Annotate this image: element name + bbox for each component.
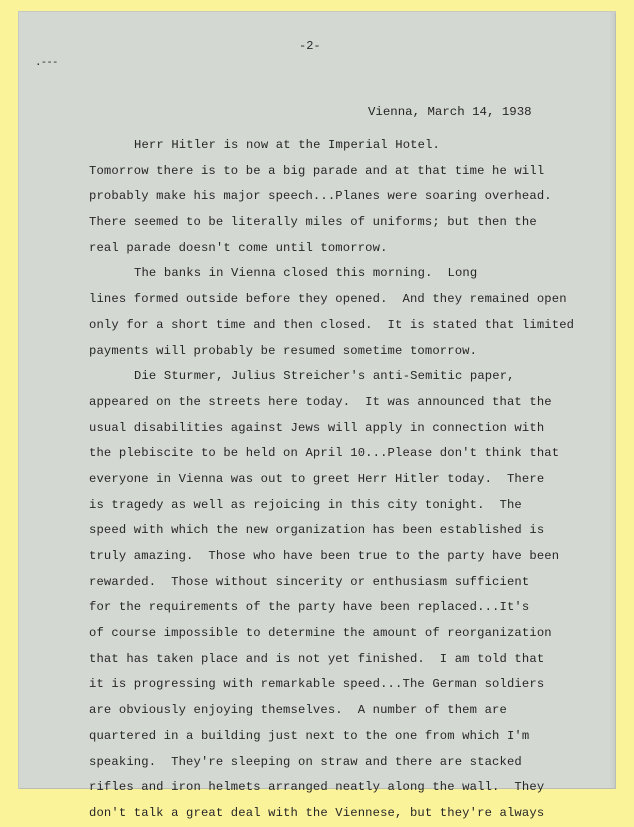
page-number: -2- bbox=[299, 39, 321, 53]
text-line: of course impossible to determine the amount of reorganization bbox=[89, 626, 552, 641]
typed-page bbox=[19, 12, 615, 820]
text-line: only for a short time and then closed. It is stated that limited bbox=[89, 317, 575, 332]
text-line: speaking. They're sleeping on straw and there are stacked bbox=[89, 754, 522, 769]
text-line: probably make his major speech...Planes were soaring overhead. bbox=[89, 189, 552, 204]
text-line: is tragedy as well as rejoicing in this city tonight. The bbox=[89, 497, 522, 512]
corner-mark: .--- bbox=[35, 55, 58, 68]
text-line: payments will probably be resumed sometime tomorrow. bbox=[89, 343, 478, 358]
text-line: rifles and iron helmets arranged neatly along the wall. They bbox=[89, 780, 545, 795]
text-line: real parade doesn't come until tomorrow. bbox=[89, 240, 388, 255]
text-line: for the requirements of the party have been replaced...It's bbox=[89, 600, 530, 615]
text-line: usual disabilities against Jews will apply in connection with bbox=[89, 420, 545, 435]
text-line: it is progressing with remarkable speed...The German soldiers bbox=[89, 677, 545, 692]
text-line: lines formed outside before they opened. And they remained open bbox=[89, 292, 567, 307]
dateline: Vienna, March 14, 1938 bbox=[368, 105, 532, 119]
text-line: appeared on the streets here today. It was announced that the bbox=[89, 394, 552, 409]
text-line: truly amazing. Those who have been true to the party have been bbox=[89, 549, 560, 563]
text-line: speed with which the new organization has been established is bbox=[89, 523, 545, 538]
text-line: Herr Hitler is now at the Imperial Hotel. bbox=[134, 138, 441, 152]
text-line: don't talk a great deal with the Viennese, but they're always bbox=[89, 805, 545, 820]
page-edge-shadow bbox=[609, 12, 615, 788]
text-line: Die Sturmer, Julius Streicher's anti-Semitic paper, bbox=[134, 369, 515, 384]
body-text bbox=[89, 133, 609, 827]
text-line: are obviously enjoying themselves. A number of them are bbox=[89, 703, 507, 718]
text-line: quartered in a building just next to the one from which I'm bbox=[89, 728, 530, 743]
text-line: the plebiscite to be held on April 10...Please don't think that bbox=[89, 446, 560, 461]
text-line: There seemed to be literally miles of uniforms; but then the bbox=[89, 215, 537, 230]
text-line: rewarded. Those without sincerity or enthusiasm sufficient bbox=[89, 574, 530, 589]
text-line: The banks in Vienna closed this morning. Long bbox=[134, 266, 478, 281]
text-line: that has taken place and is not yet finished. I am told that bbox=[89, 651, 545, 666]
text-line: Tomorrow there is to be a big parade and at that time he will bbox=[89, 163, 545, 178]
text-line: everyone in Vienna was out to greet Herr Hitler today. There bbox=[89, 471, 545, 486]
